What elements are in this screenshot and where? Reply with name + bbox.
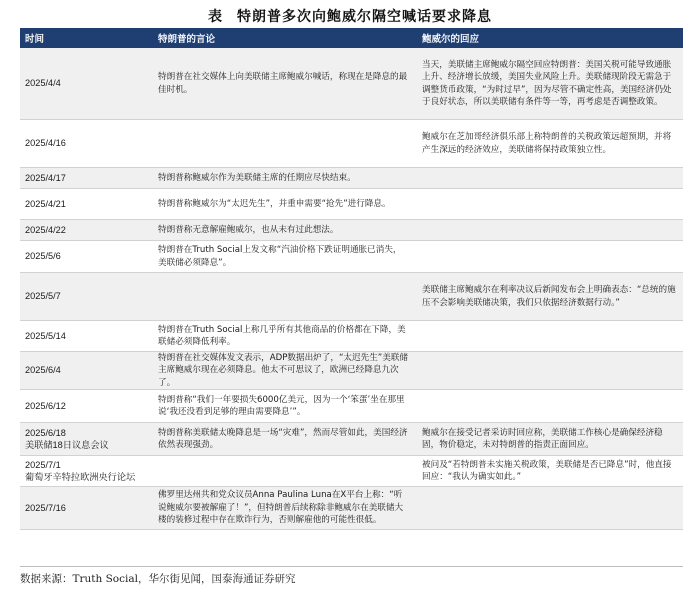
table-row: [20, 423, 683, 456]
cell-powell-response: [416, 220, 683, 240]
cell-date: [20, 220, 153, 240]
cell-trump-statement: [153, 120, 416, 167]
cell-powell-response: 当天，美联储主席鲍威尔隔空回应特朗普：美国关税可能导致通胀上升、经济增长放缓，美国失业风险上升。美联储现阶段无需急于调整货币政策，“为时过早”，因为尽管不确定性高，美国经济仍处于良好状态，所以美联储有条件等一等，再考虑是否调整政策。: [422, 59, 672, 107]
table-row: [20, 352, 683, 390]
cell-powell-response: [416, 168, 683, 188]
cell-powell-response: [416, 321, 683, 351]
cell-date: [20, 423, 153, 455]
statements-table: [20, 28, 683, 530]
cell-date: [20, 273, 153, 320]
header-trump: 特朗普的言论: [158, 34, 216, 45]
cell-date: [20, 168, 153, 188]
table-title: [0, 6, 700, 26]
cell-date: [20, 241, 153, 272]
header-date: 时间: [25, 34, 45, 45]
date-note: 葡萄牙辛特拉欧洲央行论坛: [25, 472, 136, 482]
cell-date: [20, 390, 153, 422]
date-text: 2025/4/17: [25, 172, 66, 183]
date-text: 2025/6/12: [25, 400, 66, 411]
cell-date: [20, 120, 153, 167]
data-source-note: 数据来源：Truth Social，华尔街见闻，国泰海通证券研究: [20, 573, 296, 585]
cell-date: [20, 48, 153, 119]
cell-date: [20, 189, 153, 219]
table-title-label: 表: [208, 9, 223, 25]
cell-trump-statement: 特朗普称“我们一年要损失6000亿美元，因为一个‘笨蛋’坐在那里说‘我还没看到足够的理由需要降息’”。: [158, 394, 405, 417]
cell-powell-response: [416, 241, 683, 272]
date-text: 2025/4/21: [25, 198, 66, 209]
table-row: [20, 241, 683, 273]
cell-trump-statement: 佛罗里达州共和党众议员Anna Paulina Luna在X平台上称：“听说鲍威尔要被解雇了！”，但特朗普后续称除非鲍威尔在美联储大楼的装修过程中存在欺诈行为，否则解雇他的可能性很低。: [158, 490, 404, 526]
cell-powell-response: 美联储主席鲍威尔在利率决议后新闻发布会上明确表态：“总统的施压不会影响美联储决策，我们只依据经济数据行动。”: [422, 285, 676, 308]
cell-trump-statement: 特朗普称无意解雇鲍威尔，也从未有过此想法。: [158, 224, 339, 235]
table-row: [20, 273, 683, 321]
table-row: [20, 487, 683, 530]
cell-date: [20, 352, 153, 389]
cell-powell-response: [416, 390, 683, 422]
cell-trump-statement: 特朗普称鲍威尔作为美联储主席的任期应尽快结束。: [158, 172, 356, 183]
table-body: [20, 48, 683, 530]
cell-trump-statement: 特朗普在Truth Social上发文称“汽油价格下跌证明通胀已消失，美联储必须降息”。: [158, 245, 402, 268]
date-text: 2025/6/18: [25, 427, 66, 438]
table-row: [20, 321, 683, 352]
cell-trump-statement: [153, 273, 416, 320]
cell-powell-response: [416, 487, 683, 529]
table-row: [20, 168, 683, 189]
table-bottom-rule: [20, 566, 683, 567]
date-text: 2025/4/22: [25, 224, 66, 235]
date-text: 2025/7/16: [25, 502, 66, 513]
cell-trump-statement: 特朗普称美联储太晚降息是一场“灾难”，然而尽管如此，美国经济依然表现强劲。: [158, 427, 408, 450]
date-text: 2025/5/14: [25, 330, 66, 341]
date-text: 2025/4/4: [25, 78, 61, 89]
cell-powell-response: 鲍威尔在芝加哥经济俱乐部上称特朗普的关税政策远超预期，并将产生深远的经济效应，美联储将保持政策独立性。: [422, 132, 672, 155]
date-text: 2025/5/7: [25, 291, 61, 302]
cell-powell-response: [416, 189, 683, 219]
table-row: [20, 220, 683, 241]
cell-trump-statement: 特朗普在社交媒体上向美联储主席鲍威尔喊话，称现在是降息的最佳时机。: [158, 72, 408, 95]
header-powell: 鲍威尔的回应: [422, 34, 480, 45]
date-text: 2025/5/6: [25, 251, 61, 262]
cell-trump-statement: 特朗普称鲍威尔为“太迟先生”，并重申需要“抢先”进行降息。: [158, 198, 391, 209]
cell-trump-statement: 特朗普在Truth Social上称几乎所有其他商品的价格都在下降，美联储必须降低利率。: [158, 324, 406, 347]
table-row: [20, 48, 683, 120]
table-title-text: 特朗普多次向鲍威尔隔空喊话要求降息: [237, 9, 492, 25]
table-header: [20, 28, 683, 48]
table-row: [20, 456, 683, 487]
date-note: 美联储18日议息会议: [25, 440, 109, 450]
cell-date: [20, 321, 153, 351]
table-row: [20, 390, 683, 423]
cell-trump-statement: 特朗普在社交媒体发文表示，ADP数据出炉了，“太迟先生”美联储主席鲍威尔现在必须降息。他太不可思议了，欧洲已经降息九次了。: [158, 352, 409, 388]
table-row: [20, 120, 683, 168]
cell-powell-response: 被问及“若特朗普未实施关税政策，美联储是否已降息”时，他直接回应：“我认为确实如此。”: [422, 459, 672, 482]
cell-trump-statement: [153, 456, 416, 486]
date-text: 2025/4/16: [25, 138, 66, 149]
cell-date: [20, 456, 153, 486]
table-row: [20, 189, 683, 220]
cell-powell-response: [416, 352, 683, 389]
date-text: 2025/6/4: [25, 365, 61, 376]
cell-powell-response: 鲍威尔在接受记者采访时回应称，美联储工作核心是确保经济稳固，物价稳定，未对特朗普的指责正面回应。: [422, 427, 663, 450]
date-text: 2025/7/1: [25, 459, 61, 470]
cell-date: [20, 487, 153, 529]
